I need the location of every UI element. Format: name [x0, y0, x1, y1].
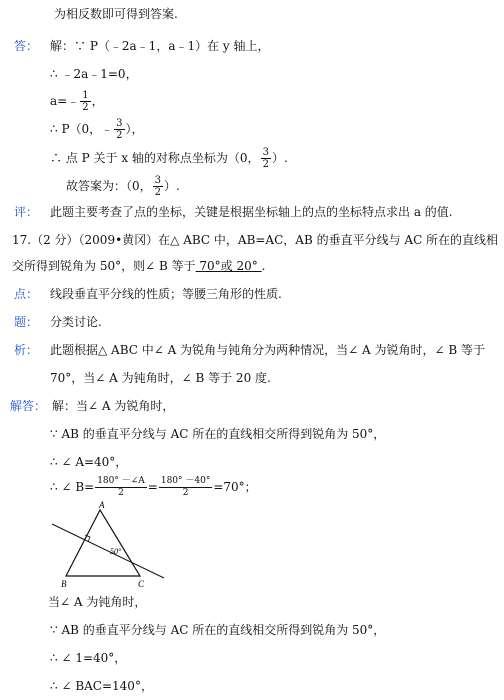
question-line: 17.（2 分）（2009•黄冈）在△ ABC 中，AB=AC，AB 的垂直平分线与 AC 所在的直线相: [12, 233, 499, 247]
numerator: 180° －40°: [160, 476, 211, 486]
solution-line: [50, 90, 104, 113]
numerator: 3: [154, 175, 162, 186]
denominator: 2: [82, 102, 89, 113]
solution-line: ∴ ∠ BAC=140°，: [50, 679, 153, 693]
solution-line: 解：∵ P（﹣2a﹣1，a﹣1）在 y 轴上，: [50, 39, 270, 53]
full-answer-tag: 解答：: [10, 399, 47, 413]
fraction: [95, 476, 147, 499]
numerator: 1: [82, 90, 89, 101]
numerator: 180° －∠A: [97, 476, 145, 486]
topic-tag: 题：: [14, 315, 39, 329]
text-fragment: ）.: [164, 179, 180, 193]
fraction: [153, 175, 163, 198]
solution-line: ∴ ∠ 1=40°，: [50, 651, 127, 665]
solution-line: [50, 118, 144, 141]
vertex-a-label: A: [99, 500, 105, 510]
fraction: [159, 476, 213, 499]
text-fragment: =: [147, 480, 158, 494]
solution-line: ∵ AB 的垂直平分线与 AC 所在的直线相交所得到锐角为 50°，: [50, 427, 386, 441]
text-fragment: ）.: [271, 151, 288, 165]
answer-blank: 70°或 20°: [195, 259, 262, 273]
analysis-line: 此题根据△ ABC 中∠ A 为锐角与钝角分为两种情况，当∠ A 为锐角时，∠ B 等于: [50, 343, 485, 357]
numerator: 3: [262, 147, 269, 158]
denominator: 2: [118, 488, 124, 498]
solution-line: ∴ ﹣2a﹣1=0，: [50, 67, 138, 81]
denominator: 2: [116, 130, 123, 141]
comment-tag: 评：: [14, 205, 39, 219]
point-tag: 点：: [14, 287, 39, 301]
analysis-line: 70°，当∠ A 为钝角时，∠ B 等于 20 度.: [50, 371, 271, 385]
question-line: [12, 258, 265, 274]
point-line: 线段垂直平分线的性质；等腰三角形的性质.: [50, 287, 282, 301]
answer-tag: 答：: [14, 39, 39, 53]
fraction: [261, 147, 271, 170]
text-fragment: ），: [125, 122, 144, 136]
triangle-abc: [66, 510, 140, 576]
text-line: 为相反数即可得到答案.: [54, 7, 178, 21]
vertex-b-label: B: [61, 579, 67, 588]
solution-line: ∵ AB 的垂直平分线与 AC 所在的直线相交所得到锐角为 50°，: [50, 623, 386, 637]
triangle-figure: [48, 500, 168, 588]
text-fragment: ∴ 点 P 关于 x 轴的对称点坐标为（0，: [50, 151, 260, 165]
text-fragment: 交所得到锐角为 50°，则∠ B 等于: [12, 259, 196, 273]
denominator: 2: [262, 159, 269, 170]
analysis-tag: 析：: [14, 343, 39, 357]
text-fragment: ，: [91, 94, 104, 108]
text-fragment: ∴ P（0，﹣: [50, 122, 114, 136]
solution-line: [50, 476, 257, 499]
solution-line: [66, 175, 180, 198]
solution-line: ∴ ∠ A=40°，: [50, 455, 128, 469]
text-fragment: a=﹣: [50, 94, 80, 108]
solution-line: 当∠ A 为钝角时，: [48, 595, 147, 609]
vertex-c-label: C: [138, 579, 145, 588]
solution-line: [50, 147, 288, 170]
topic-line: 分类讨论.: [50, 315, 102, 329]
fraction: [80, 90, 90, 113]
text-fragment: 故答案为：（0，: [66, 179, 152, 193]
angle-label: 50°: [110, 547, 122, 556]
solution-line: 解：当∠ A 为锐角时，: [52, 399, 175, 413]
comment-line: 此题主要考查了点的坐标，关键是根据坐标轴上的点的坐标特点求出 a 的值.: [50, 205, 453, 219]
denominator: 2: [182, 488, 189, 498]
numerator: 3: [116, 118, 123, 129]
text-fragment: =70°；: [213, 480, 257, 494]
denominator: 2: [154, 187, 162, 198]
text-fragment: .: [261, 259, 266, 273]
text-fragment: ∴ ∠ B=: [50, 480, 95, 494]
fraction: [114, 118, 124, 141]
